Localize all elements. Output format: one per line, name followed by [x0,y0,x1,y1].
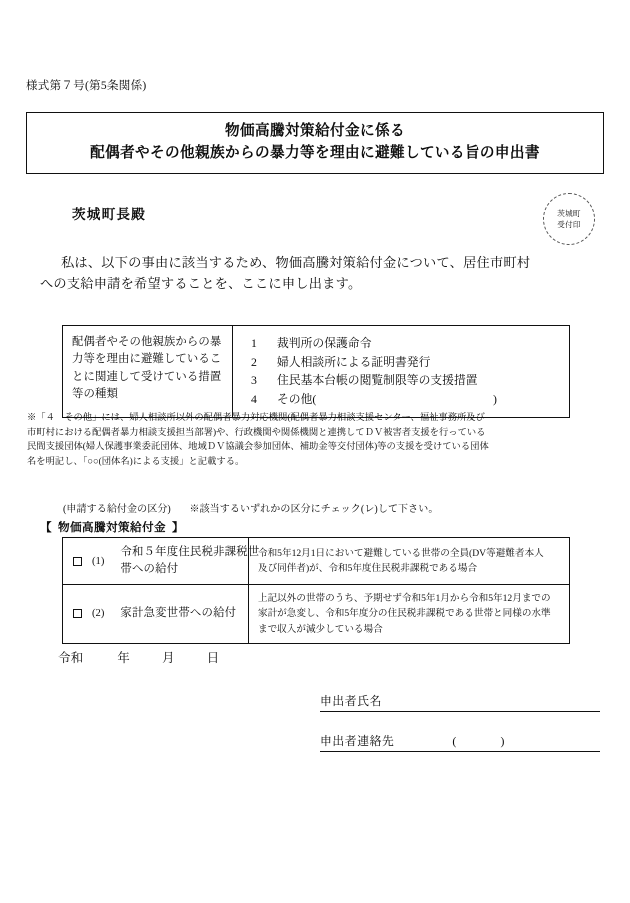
date-month-unit: 月 [162,651,175,665]
footnote-line-1: ※「４ その他」には、婦人相談所以外の配偶者暴力対応機関(配偶者暴力相談支援センター、福祉事務所及び [27,413,485,423]
measure-number-4: 4 [251,391,257,406]
choice-2-label [120,605,236,622]
date-day-unit: 日 [206,651,220,665]
choice-1-description-cell [249,538,569,584]
measures-table-header-cell [63,326,233,417]
choice-2-label-cell[interactable] [63,585,249,642]
footnote-line-4: 名を明記し、「○○(団体名)による支援」と記載する。 [27,456,245,467]
measures-table-options-cell [233,326,569,417]
title-box [26,112,604,174]
applicant-contact-label: 申出者連絡先 [320,734,395,748]
category-note [63,500,438,515]
contact-paren-open: ( [452,734,457,748]
contact-paren-close: ) [500,734,505,748]
page-title-line-1: 物価高騰対策給付金に係る [225,123,405,140]
measure-other-input-close-paren: ) [493,391,497,406]
footnote-line-2: 市町村における配偶者暴力相談支援担当部署)や、行政機関や関係機関と連携してＤＶ被害者支援を行っている [27,427,486,438]
measure-option-3 [251,371,561,390]
measure-number-1: 1 [251,336,257,350]
applicant-name-field[interactable] [320,690,600,712]
footnote-line-3: 民間支援団体(婦人保護事業委託団体、地域ＤＶ協議会参加団体、補助金等交付団体)等の支援を受けている団体 [27,442,489,452]
choice-1-label-line-2: 帯への給付 [120,563,179,576]
applicant-name-label: 申出者氏名 [320,694,382,708]
date-year-unit: 年 [117,651,131,665]
addressee: 茨城町長殿 [72,207,146,222]
choice-1-label [120,544,259,578]
measure-number-2: 2 [251,354,257,369]
form-number: 様式第７号(第5条関係) [26,80,147,92]
choice-2-description-line-1: 上記以外の世帯のうち、予期せず令和5年1月から令和5年12月までの [258,593,551,605]
measure-option-2 [251,353,561,372]
measure-text-4-label: その他( [277,391,317,406]
measure-text-1: 裁判所の保護命令 [277,336,372,350]
measure-option-4 [251,390,561,409]
measure-text-4 [277,390,497,409]
applicant-contact-area-code [452,734,504,751]
measures-header-line-2: 力等を理由に避難しているこ [72,353,222,366]
receipt-seal-stamp [543,193,595,245]
measure-text-2: 婦人相談所による証明書発行 [277,354,431,369]
category-heading-close-bracket: 】 [171,521,184,534]
measures-header-line-4: 等の種類 [72,387,118,400]
checkbox-choice-1[interactable] [73,557,82,566]
choice-1-label-line-1: 令和５年度住民税非課税世 [120,546,260,558]
choice-1-index: (1) [92,555,105,567]
page-title-line-2: 配偶者やその他親族からの暴力等を理由に避難している旨の申出書 [90,145,540,161]
category-heading-text: 物価高騰対策給付金 [58,521,166,534]
category-note-instruction: ※該当するいずれかの区分にチェック(レ)して下さい。 [189,504,439,515]
choice-2-index: (2) [92,608,105,620]
choice-2-description-cell [249,585,569,642]
checkbox-choice-2[interactable] [73,609,82,618]
applicant-contact-field[interactable] [320,730,600,752]
date-era-label: 令和 [58,651,84,665]
measures-table [62,325,570,418]
measure-option-1 [251,334,561,353]
benefit-category-table [62,537,570,644]
measure-text-3: 住民基本台帳の閲覧制限等の支援措置 [277,373,478,388]
choice-1-description-line-1: 令和5年12月1日において避難している世帯の全員(DV等避難者本人 [258,547,544,559]
seal-line-1: 茨城町 [557,209,581,219]
choice-2-description-line-2: 家計が急変し、令和5年度分の住民税非課税である世帯と同様の水準 [258,608,551,620]
intro-line-1: 私は、以下の事由に該当するため、物価高騰対策給付金について、居住市町村 [61,255,531,270]
category-heading [40,519,184,535]
measure-number-3: 3 [251,373,257,388]
intro-line-2: への支給申請を希望することを、ここに申し出ます。 [40,276,362,292]
category-heading-open-bracket: 【 [40,521,52,534]
measures-header-line-3: とに関連して受けている措置 [72,370,222,383]
footnote-block [27,411,605,469]
date-entry-line[interactable] [58,648,220,666]
category-note-primary: (申請する給付金の区分) [63,504,171,515]
choice-1-description-line-2: 及び同伴者)が、令和5年度住民税非課税である場合 [258,563,478,575]
table-row[interactable] [63,538,569,584]
choice-2-description-line-3: まで収入が減少している場合 [258,623,383,635]
choice-1-label-cell[interactable] [63,538,260,584]
seal-line-2: 受付印 [557,219,581,229]
table-row[interactable] [63,584,569,642]
measures-header-line-1: 配偶者やその他親族からの暴 [72,336,222,348]
intro-paragraph [40,252,596,295]
choice-2-label-line-1: 家計急変世帯への給付 [120,607,237,620]
